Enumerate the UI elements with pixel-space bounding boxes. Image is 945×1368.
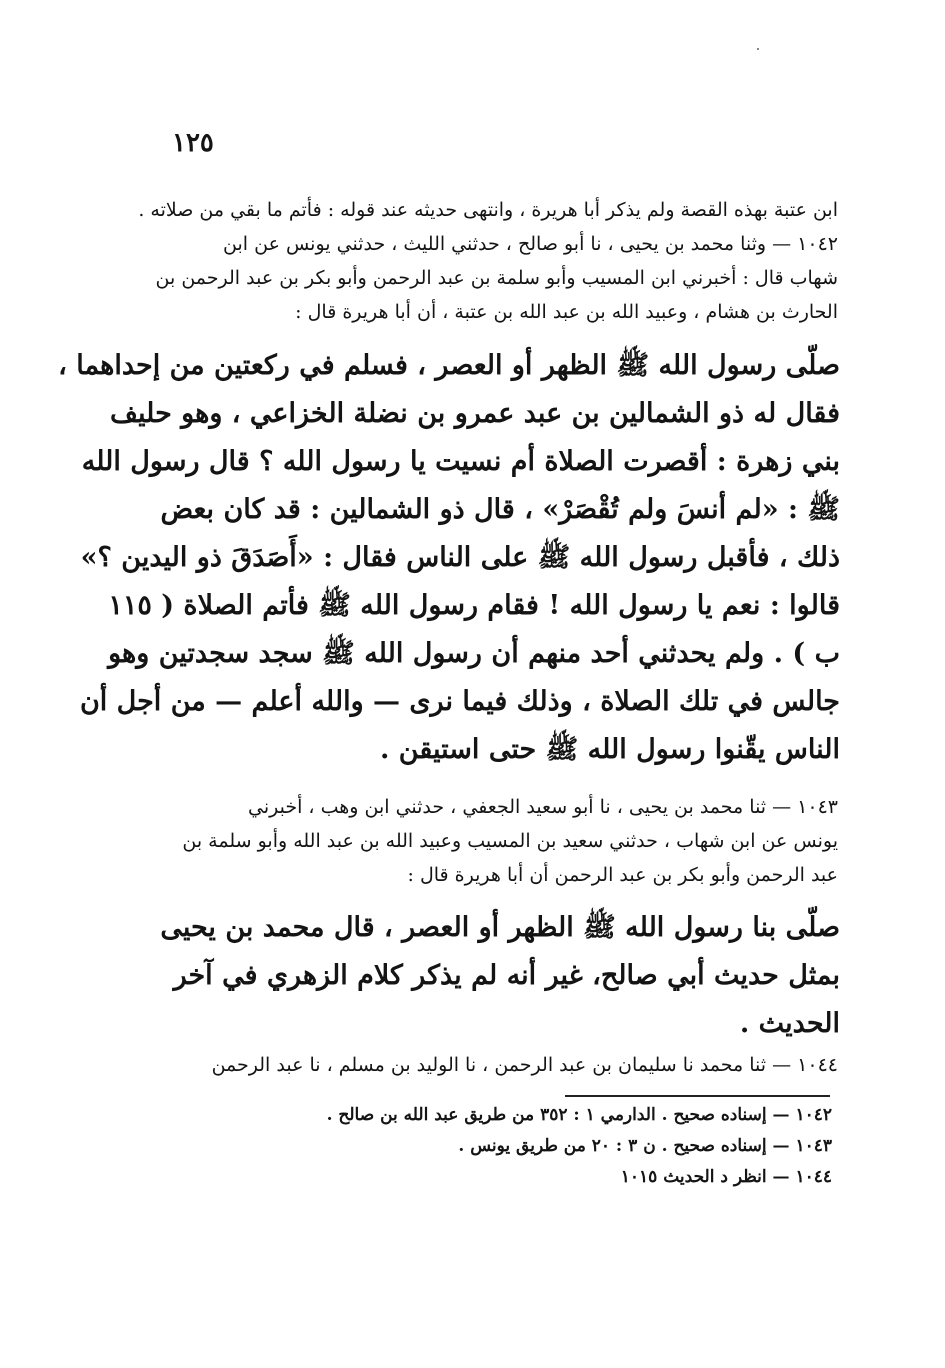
text-line: شهاب قال : أخبرني ابن المسيب وأبو سلمة بن عبد الرحمن وأبو بكر بن عبد الرحمن بن <box>155 267 838 289</box>
text-line: ابن عتبة بهذه القصة ولم يذكر أبا هريرة ، وانتهى حديثه عند قوله : فأتم ما بقي من صلاته . <box>138 199 838 221</box>
text-line: يونس عن ابن شهاب ، حدثني سعيد بن المسيب وعبيد الله بن عبد الله وأبو سلمة بن <box>182 830 838 852</box>
text-line: قالوا : نعم يا رسول الله ! فقام رسول الله ﷺ فأتم الصلاة ( ١١٥ <box>108 590 840 621</box>
text-line: صلّى رسول الله ﷺ الظهر أو العصر ، فسلم في ركعتين من إحداهما ، <box>58 350 840 381</box>
hadith-1043-isnad <box>168 790 838 892</box>
footnote-1042: ١٠٤٢ — إسناده صحيح . الدارمي ١ : ٣٥٢ من طريق عبد الله بن صالح . <box>326 1105 832 1125</box>
text-line: الحديث . <box>739 1008 840 1039</box>
text-line: الحارث بن هشام ، وعبيد الله بن عبد الله بن عتبة ، أن أبا هريرة قال : <box>295 301 838 323</box>
footnotes <box>300 1100 832 1193</box>
footnote-divider <box>565 1095 830 1097</box>
hadith-1044-isnad <box>168 1048 838 1082</box>
text-line: ب ) . ولم يحدثني أحد منهم أن رسول الله ﷺ سجد سجدتين وهو <box>108 638 840 669</box>
text-line: جالس في تلك الصلاة ، وذلك فيما نرى — والله أعلم — من أجل أن <box>79 686 840 717</box>
text-line: بني زهرة : أقصرت الصلاة أم نسيت يا رسول الله ؟ قال رسول الله <box>81 446 840 477</box>
footnote-1043: ١٠٤٣ — إسناده صحيح . ن ٣ : ٢٠ من طريق يونس . <box>458 1136 832 1156</box>
scan-speck <box>757 48 759 50</box>
text-line: بمثل حديث أبي صالح، غير أنه لم يذكر كلام الزهري في آخر <box>173 960 840 991</box>
text-line: عبد الرحمن وأبو بكر بن عبد الرحمن أن أبا هريرة قال : <box>407 864 838 886</box>
text-line: ﷺ : «لم أنسَ ولم تُقْصَرْ» ، قال ذو الشمالين : قد كان بعض <box>160 494 840 525</box>
footnote-1044: ١٠٤٤ — انظر د الحديث ١٠١٥ <box>620 1167 832 1187</box>
hadith-1042-matn <box>58 342 840 774</box>
page-number: ١٢٥ <box>172 128 214 158</box>
text-line: الناس يقّنوا رسول الله ﷺ حتى استيقن . <box>380 734 840 765</box>
text-line: ١٠٤٤ — ثنا محمد نا سليمان بن عبد الرحمن ، نا الوليد بن مسلم ، نا عبد الرحمن <box>211 1054 838 1076</box>
text-line: ١٠٤٣ — ثنا محمد بن يحيى ، نا أبو سعيد الجعفي ، حدثني ابن وهب ، أخبرني <box>248 796 838 818</box>
text-line: صلّى بنا رسول الله ﷺ الظهر أو العصر ، قال محمد بن يحيى <box>160 912 840 943</box>
hadith-1041-end-paragraph <box>138 193 838 329</box>
text-line: ذلك ، فأقبل رسول الله ﷺ على الناس فقال : «أَصَدَقَ ذو اليدين ؟» <box>80 542 840 573</box>
text-line: فقال له ذو الشمالين بن عبد عمرو بن نضلة الخزاعي ، وهو حليف <box>110 398 840 429</box>
text-line: ١٠٤٢ — وثنا محمد بن يحيى ، نا أبو صالح ، حدثني الليث ، حدثني يونس عن ابن <box>223 233 838 255</box>
hadith-1043-matn <box>160 904 840 1048</box>
